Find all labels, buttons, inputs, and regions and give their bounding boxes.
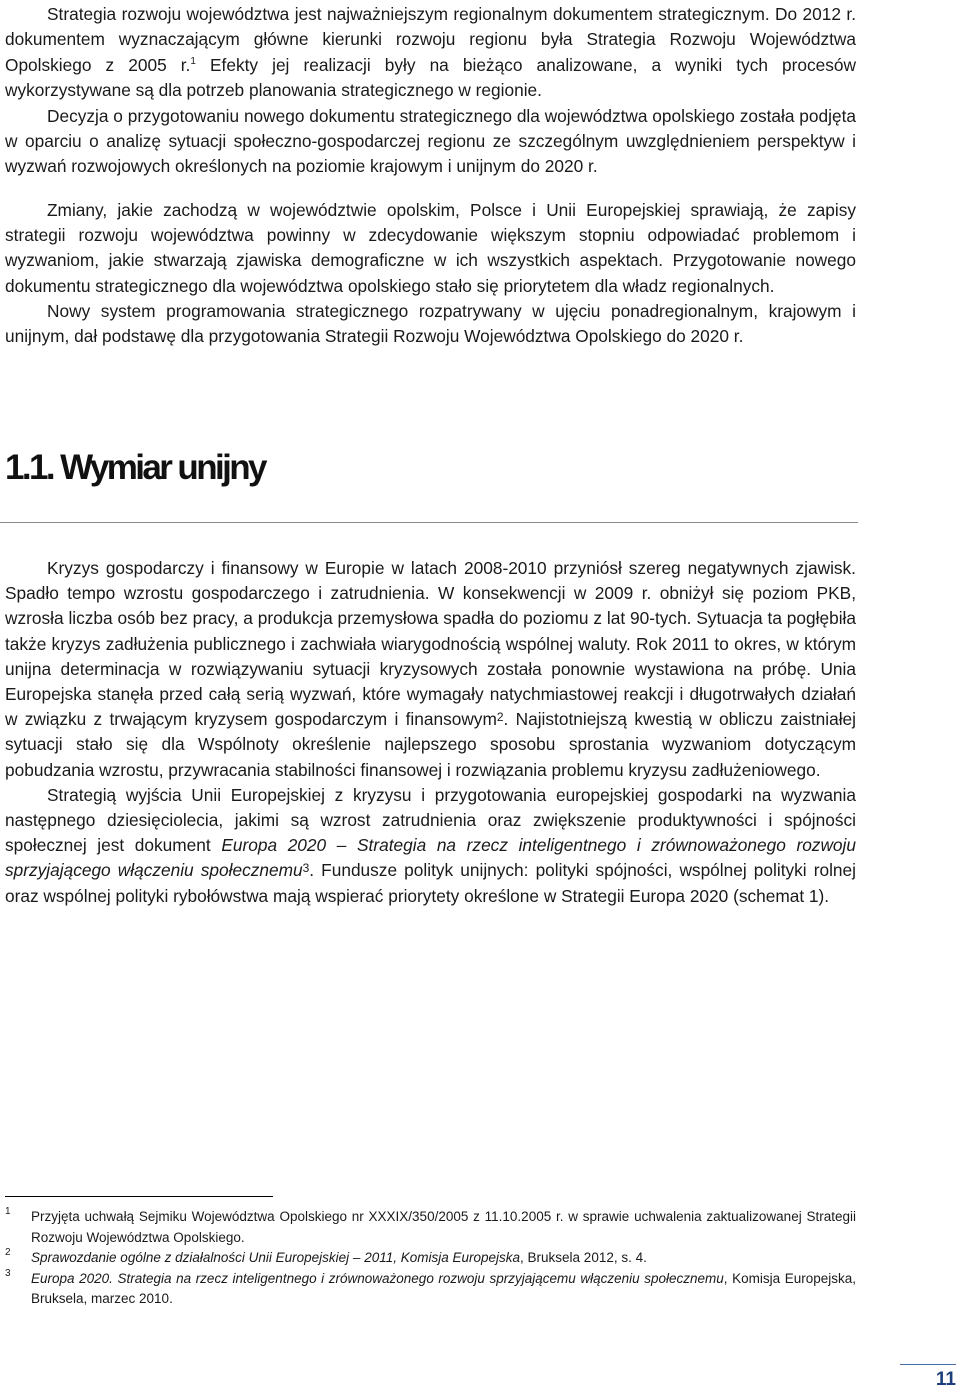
footnote-3 xyxy=(5,1269,856,1310)
paragraph-5-text-a: Kryzys gospodarczy i finansowy w Europie w latach 2008-2010 przyniósł szereg negatywnych zjawisk. Spadło tempo wzrostu gospodarczego i zatrudnienia. W konsekwencji w 2009 r. obniżył się poziom PKB, wzrosła liczba osób bez pracy, a produkcja przemysłowa spadła do poziomu z lat 90-tych. Sytuacja ta pogłębiła także kryzys zadłużenia publicznego i zachwiała wiarygodnością wspólnej waluty. Rok 2011 to okres, w którym unijna determinacja w rozwiązywaniu sytuacji kryzysowych została ponownie wystawiona na próbę. Unia Europejska stanęła przed całą serią wyzwań, które wymagały natychmiastowej reakcji i długotrwałych działań w związku z trwającym kryzysem gospodarczym i finansowym xyxy=(5,558,856,730)
paragraph-5-text-b: . Najistotniejszą kwestią w obliczu zaistniałej sytuacji stało się dla Wspólnoty określenie najlepszego sposobu sprostania wyzwaniom dotyczącym pobudzania wzrostu, przywracania stabilności finansowej i rozwiązania problemu kryzysu zadłużeniowego. xyxy=(5,709,856,780)
footnote-text: , Komisja Europejska, Bruksela, marzec 2010. xyxy=(31,1270,856,1306)
footnote-number: 1 xyxy=(5,1206,11,1217)
footnote-text: Przyjęta uchwałą Sejmiku Województwa Opolskiego nr XXXIX/350/2005 z 11.10.2005 r. w sprawie uchwalenia zaktualizowanej Strategii Rozwoju Województwa Opolskiego. xyxy=(31,1209,856,1245)
paragraph-1-text-a: Strategia rozwoju województwa jest najważniejszym regionalnym dokumentem strategicznym. Do 2012 r. dokumentem wyznaczającym główne kierunki rozwoju regionu była Strategia Rozwoju Województwa Opolskiego z 2005 r. xyxy=(5,4,856,75)
paragraph-6-text-a: Strategią wyjścia Unii Europejskiej z kryzysu i przygotowania europejskiej gospodarki na wyzwania następnego dziesięciolecia, jakimi są wzrost zatrudnienia oraz zwiększenie produktywności i spójności społecznej jest dokument xyxy=(5,784,856,856)
footnote-text: , Bruksela 2012, s. 4. xyxy=(520,1250,647,1265)
section-body xyxy=(5,556,856,909)
paragraph-5 xyxy=(5,556,856,783)
paragraph-1 xyxy=(5,2,856,104)
paragraph-3: Zmiany, jakie zachodzą w województwie opolskim, Polsce i Unii Europejskiej sprawiają, że zapisy strategii rozwoju województwa powinny w zdecydowanie większym stopniu odpowiadać problemom i wyzwaniom, jakie stwarzają zjawiska demograficzne w ich wszystkich aspektach. Przygotowanie nowego dokumentu strategicznego dla województwa opolskiego stało się priorytetem dla władz regionalnych. xyxy=(5,200,856,296)
footnote-italic: Europa 2020. Strategia na rzecz inteligentnego i zrównoważonego rozwoju sprzyjającemu włączeniu społecznemu xyxy=(31,1270,724,1286)
footnotes xyxy=(5,1207,856,1310)
paragraph-2-text: Decyzja o przygotowaniu nowego dokumentu strategicznego dla województwa opolskiego została podjęta w oparciu o analizę sytuacji społeczno-gospodarczej regionu ze szczególnym uwzględnieniem perspektyw i wyzwań rozwojowych określonych na poziomie krajowym i unijnym do 2020 r. xyxy=(5,105,856,177)
heading-divider xyxy=(0,522,858,523)
paragraph-6-text-b: . Fundusze polityk unijnych: polityki spójności, wspólnej polityki rolnej oraz wspólnej polityki rybołówstwa mają wspierać priorytety określone w Strategii Europa 2020 (schemat 1). xyxy=(5,860,856,906)
footnote-2 xyxy=(5,1248,856,1269)
section-heading: 1.1. Wymiar unijny xyxy=(5,448,265,487)
paragraph-4: Nowy system programowania strategicznego rozpatrywany w ujęciu ponadregionalnym, krajowym i unijnym, dał podstawę dla przygotowania Strategii Rozwoju Województwa Opolskiego do 2020 r. xyxy=(5,300,856,347)
paragraph-1-text-b: Efekty jej realizacji były na bieżąco analizowane, a wyniki tych procesów wykorzystywane są dla potrzeb planowania strategicznego w regionie. xyxy=(5,54,856,101)
paragraph-6-italic: Europa 2020 – Strategia na rzecz inteligentnego i zrównoważonego rozwoju sprzyjającego włączeniu społecznemu xyxy=(5,835,856,881)
footnote-ref-2[interactable]: 2 xyxy=(496,710,504,725)
footnote-number: 2 xyxy=(5,1247,11,1258)
footnote-1 xyxy=(5,1207,856,1248)
page-number: 11 xyxy=(900,1364,956,1393)
footnote-divider xyxy=(5,1196,273,1197)
footnote-number: 3 xyxy=(5,1267,11,1279)
intro-section xyxy=(5,2,856,180)
paragraph-6 xyxy=(5,783,856,909)
paragraph-2 xyxy=(5,104,856,180)
footnote-italic: Sprawozdanie ogólne z działalności Unii Europejskiej – 2011, Komisja Europejska xyxy=(31,1250,521,1265)
footnote-ref-3[interactable]: 3 xyxy=(302,861,310,876)
body-section xyxy=(5,198,856,349)
footnote-ref-1[interactable]: 1 xyxy=(190,56,196,68)
